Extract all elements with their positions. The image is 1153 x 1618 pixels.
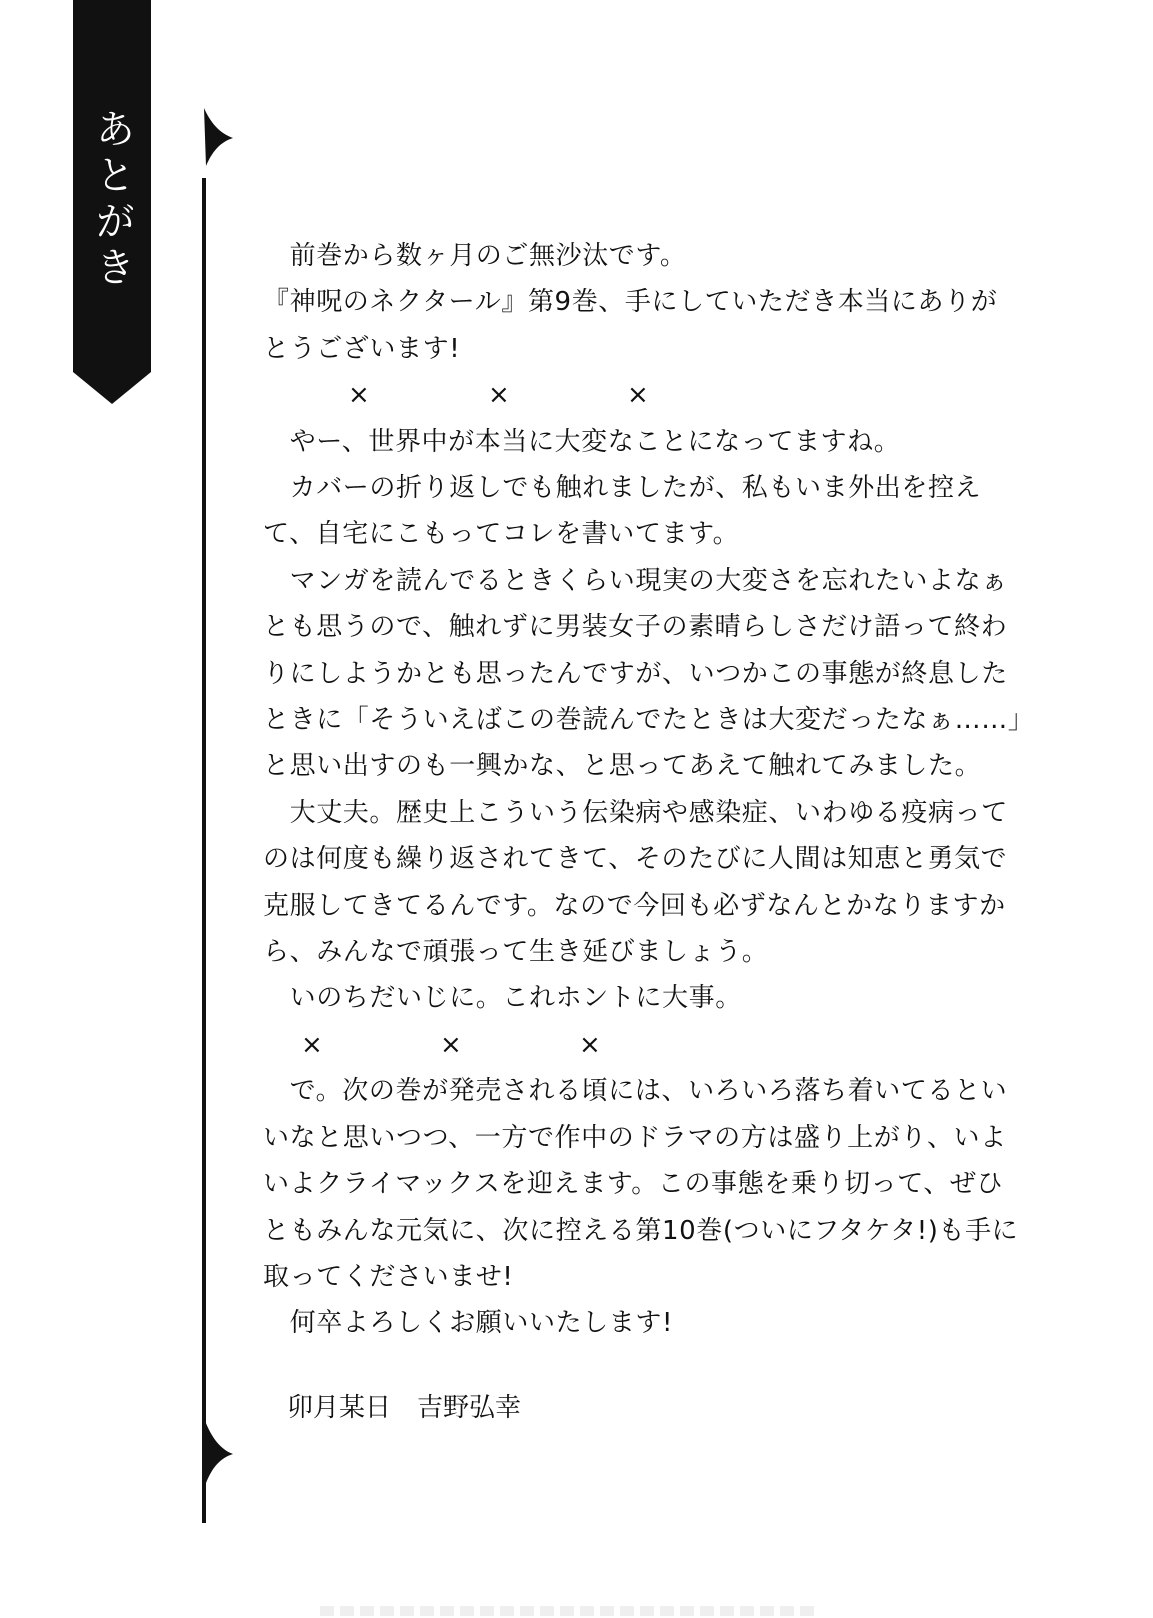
paragraph-world: やー、世界中が本当に大変なことになってますね。 — [263, 426, 901, 457]
separator-mark: × — [488, 380, 510, 411]
section-separator-1 — [263, 372, 1023, 418]
paragraph-life: いのちだいじに。これホントに大事。 — [263, 983, 742, 1014]
signature-date: 卯月某日 — [287, 1393, 392, 1423]
decorative-rule — [200, 108, 250, 1538]
signature-author: 吉野弘幸 — [417, 1393, 522, 1423]
separator-mark: × — [579, 1029, 601, 1060]
paragraph-cover: カバーの折り返しでも触れましたが、私もいま外出を控えて、自宅にこもってコレを書いてます。 — [263, 473, 982, 550]
paragraph-history: 大丈夫。歴史上こういう伝染病や感染症、いわゆる疫病ってのは何度も繰り返されてきて、そのたびに人間は知恵と勇気で克服してきてるんです。なので今回も必ずなんとかなりますから、みんなで頑張って生き延びましょう。 — [263, 797, 1008, 968]
separator-mark: × — [301, 1029, 323, 1060]
separator-mark: × — [348, 380, 370, 411]
section-separator-2 — [263, 1022, 1023, 1068]
paragraph-greeting: 前巻から数ヶ月のご無沙汰です。 『神呪のネクタール』第9巻、手にしていただき本当にありがとうございます! — [263, 241, 998, 364]
signature-line — [287, 1385, 521, 1431]
paragraph-manga: マンガを読んでるときくらい現実の大変さを忘れたいよなぁとも思うので、触れずに男装女子の素晴らしさだけ語って終わりにしようかとも思ったんですが、いつかこの事態が終息したときに「そういえばこの巻読んでたときは大変だったなぁ……」と思い出すのも一興かな、と思ってあえて触れてみました。 — [263, 565, 1022, 782]
separator-mark: × — [440, 1029, 462, 1060]
paragraph-closing: 何卒よろしくお願いいたします! — [263, 1308, 674, 1339]
bleed-through-shadow — [320, 1606, 820, 1616]
afterword-banner — [73, 0, 151, 414]
banner-title: あとがき — [89, 108, 135, 292]
paragraph-next-volume: で。次の巻が発売される頃には、いろいろ落ち着いてるといいなと思いつつ、一方で作中のドラマの方は盛り上がり、いよいよクライマックスを迎えます。この事態を乗り切って、ぜひともみんな元気に、次に控える第10巻(ついにフタケタ!)も手に取ってくださいませ! — [263, 1076, 1019, 1292]
separator-mark: × — [627, 380, 649, 411]
afterword-text — [263, 233, 1023, 1347]
